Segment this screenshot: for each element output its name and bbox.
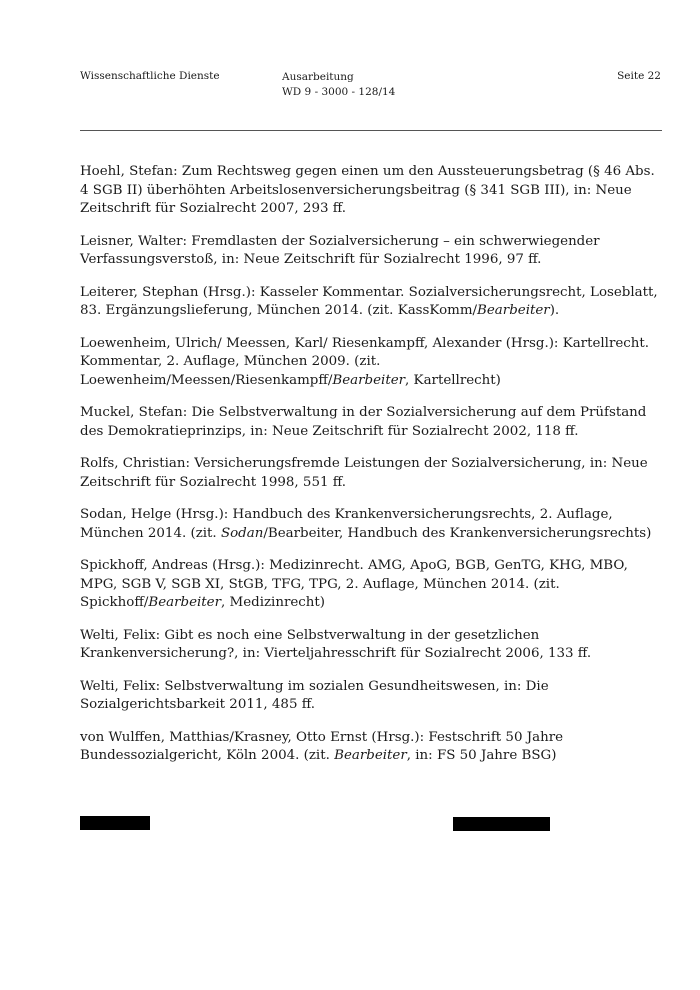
reference-entry: Sodan, Helge (Hrsg.): Handbuch des Krankenversicherungsrechts, 2. Auflage, München 2014. (zit. Sodan/Bearbeiter, Handbuch des Krankenversicherungsrechts) — [80, 507, 652, 541]
header-page-number: Seite 22 — [617, 70, 661, 82]
redaction-block — [453, 817, 550, 831]
reference-entry: Hoehl, Stefan: Zum Rechtsweg gegen einen um den Aussteuerungsbetrag (§ 46 Abs. 4 SGB II) überhöhten Arbeitslosenversicherungsbeitrag (§ 341 SGB III), in: Neue Zeitschrift für Sozialrecht 2007, 293 ff. — [80, 164, 655, 216]
header-organization: Wissenschaftliche Dienste — [80, 70, 220, 82]
header-document-info — [282, 70, 395, 100]
reference-entry: Welti, Felix: Gibt es noch eine Selbstverwaltung in der gesetzlichen Krankenversicherung?, in: Vierteljahresschrift für Sozialrecht 2006, 133 ff. — [80, 627, 592, 661]
redaction-block — [80, 816, 150, 830]
reference-entry: Muckel, Stefan: Die Selbstverwaltung in der Sozialversicherung auf dem Prüfstand des Demokratieprinzips, in: Neue Zeitschrift für Sozialrecht 2002, 118 ff. — [80, 405, 647, 439]
reference-entry: Leisner, Walter: Fremdlasten der Sozialversicherung – ein schwerwiegender Verfassungsverstoß, in: Neue Zeitschrift für Sozialrecht 1996, 97 ff. — [80, 233, 600, 267]
bibliography — [80, 163, 662, 780]
reference-entry: Welti, Felix: Selbstverwaltung im sozialen Gesundheitswesen, in: Die Sozialgerichtsbarkeit 2011, 485 ff. — [80, 678, 549, 712]
reference-entry: von Wulffen, Matthias/Krasney, Otto Ernst (Hrsg.): Festschrift 50 Jahre Bundessozialgericht, Köln 2004. (zit. Bearbeiter, in: FS 50 Jahre BSG) — [80, 729, 564, 763]
reference-entry: Spickhoff, Andreas (Hrsg.): Medizinrecht. AMG, ApoG, BGB, GenTG, KHG, MBO, MPG, SGB V, SGB XI, StGB, TFG, TPG, 2. Auflage, München 2014. (zit. Spickhoff/Bearbeiter, Medizinrecht) — [80, 558, 628, 610]
header-document-type: Ausarbeitung — [282, 71, 354, 83]
header-document-id: WD 9 - 3000 - 128/14 — [282, 86, 396, 98]
header-divider — [80, 130, 662, 131]
page-header — [0, 70, 700, 110]
reference-entry: Rolfs, Christian: Versicherungsfremde Leistungen der Sozialversicherung, in: Neue Zeitschrift für Sozialrecht 1998, 551 ff. — [80, 456, 648, 490]
reference-entry: Loewenheim, Ulrich/ Meessen, Karl/ Riesenkampff, Alexander (Hrsg.): Kartellrecht. Kommentar, 2. Auflage, München 2009. (zit. Loewenheim/Meessen/Riesenkampff/Bearbeiter, Kartellrecht) — [80, 335, 650, 388]
reference-entry: Leiterer, Stephan (Hrsg.): Kasseler Kommentar. Sozialversicherungsrecht, Loseblatt, 83. Ergänzungslieferung, München 2014. (zit. KassKomm/Bearbeiter). — [80, 284, 658, 318]
